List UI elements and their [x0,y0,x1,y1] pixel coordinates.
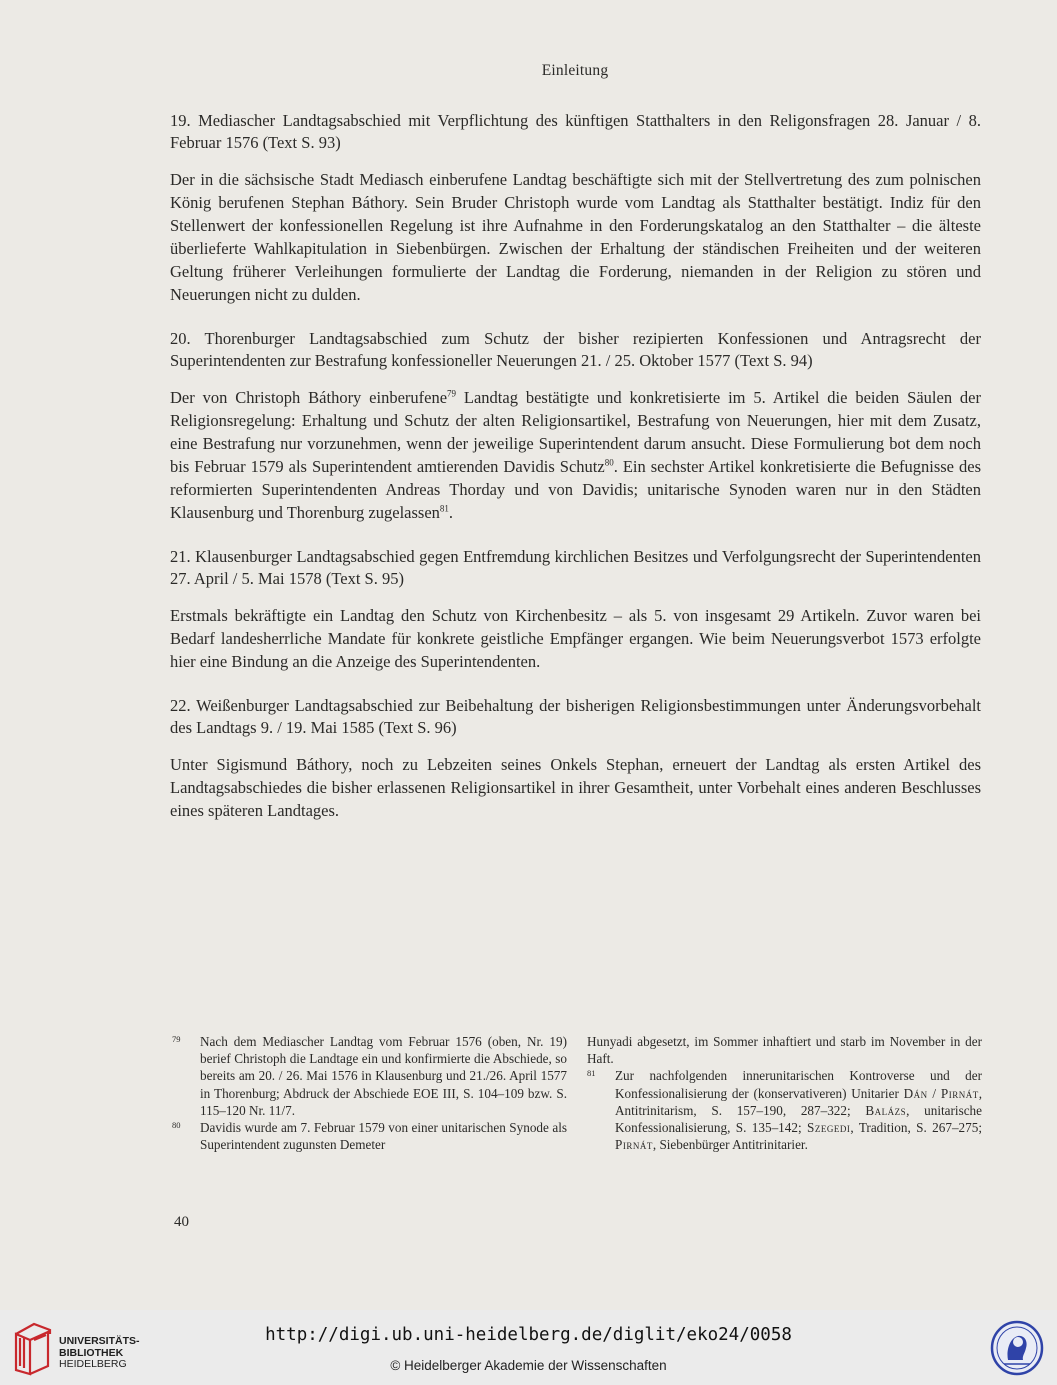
footnote-80-continuation [587,1033,982,1067]
author-name: Pirnát [615,1137,653,1153]
footnote-text-part: , Siebenbürger Antitrinitarier. [652,1137,808,1153]
copyright-notice: © Heidelberger Akademie der Wissenschaften [390,1358,667,1373]
permalink-url[interactable]: http://digi.ub.uni-heidelberg.de/diglit/eko24/0058 [265,1325,792,1345]
section-heading: 22. Weißenburger Landtagsabschied zur Beibehaltung der bisherigen Religionsbestimmungen unter Änderungsvorbehalt des Landtags 9. / 19. Mai 1585 (Text S. 96) [170,696,981,737]
section-paragraph: Unter Sigismund Báthory, noch zu Lebzeiten seines Onkels Stephan, erneuert der Landtag als ersten Artikel des Landtagsabschiedes die bisher erlassenen Religionsartikel in ihrer Gesamtheit, unter Vorbehalt eines anderen Beschlusses eines späteren Landtages. [170,755,981,820]
footnote-81 [587,1067,982,1153]
paragraph-text: Landtag bestätigte und konkretisierte im 5. Artikel die beiden Säulen der Religionsregelung: Erhaltung und Schutz der alten Religionsartikel, Bestrafung von Neuerungen, hier mit dem Zusatz, eine Bestrafung nur vorzunehmen, wenn der jeweilige Superintendent darum ansucht. Diese Formulierung bot dem noch bis Februar 1579 als Superintendent amtierenden Davidis Schutz [170,388,981,476]
footnote-text-part: / [927,1085,941,1101]
author-name: Pirnát [940,1085,979,1101]
section-19 [170,110,981,306]
logo-line: UNIVERSITÄTS- [59,1335,140,1347]
section-21 [170,546,981,673]
footnote-text-part: Zur nachfolgenden innerunitarischen Kontroverse und der Konfessionalisierung der (konservativeren) Unitarier [615,1068,982,1101]
footnote-text-part: , Tradition, S. 267–275; [850,1120,983,1136]
page-number: 40 [174,1214,189,1230]
paragraph-text: Der von Christoph Báthory einberufene [170,388,448,407]
footnote-text: Hunyadi abgesetzt, im Sommer inhaftiert und starb im November in der Haft. [587,1034,982,1067]
section-20 [170,328,981,524]
footnote-text-part: , unitarische Konfessionalisierung, S. 135–142; [615,1102,983,1136]
author-name: Dán [903,1085,928,1101]
section-paragraph: Erstmals bekräftigte ein Landtag den Schutz von Kirchenbesitz – als 5. von insgesamt 29 Artikeln. Zuvor waren bei Bedarf landesherrliche Mandate für konkrete geistliche Empfänger ergangen. Wie beim Neuerungsverbot 1573 erfolgte hier eine Bindung an die Anzeige des Superintendenten. [170,606,981,671]
footnote-number: 81 [587,1068,596,1079]
section-heading: 21. Klausenburger Landtagsabschied gegen Entfremdung kirchlichen Besitzes und Verfolgungsrecht der Superintendenten 27. April / 5. Mai 1578 (Text S. 95) [170,547,981,588]
footnote-number: 79 [172,1034,181,1044]
footnote-column-right [587,1033,982,1153]
footnote-ref-81[interactable]: 81 [439,503,449,514]
author-name: Szegedi [807,1120,851,1136]
footnote-number: 80 [172,1120,181,1131]
footnote-column-left [172,1033,567,1153]
section-heading: 20. Thorenburger Landtagsabschied zum Schutz der bisher rezipierten Konfessionen und Antragsrecht der Superintendenten zur Bestrafung konfessioneller Neuerungen 21. / 25. Oktober 1577 (Text S. 94) [170,329,981,370]
footnote-79 [172,1033,567,1119]
author-name: Balázs [865,1102,907,1118]
paragraph-text: . [448,503,454,522]
footnotes [172,1033,982,1153]
section-paragraph: Der in die sächsische Stadt Mediasch einberufene Landtag beschäftigte sich mit der Stellvertretung des zum polnischen König berufenen Stephan Báthory. Sein Bruder Christoph wurde vom Landtag als Statthalter bestätigt. Indiz für den Stellenwert der konfessionellen Regelung ist ihre Aufnahme in den Forderungskatalog an den Statthalter – die älteste überlieferte Wahlkapitulation in Siebenbürgen. Zwischen der Erhaltung der ständischen Freiheiten und der weiteren Geltung früherer Verleihungen formulierte der Landtag die Forderung, niemanden in der Religion zu stören und Neuerungen nicht zu dulden. [170,170,981,304]
section-22 [170,695,981,822]
running-head: Einleitung [541,62,609,79]
footnote-text-part: , Antitrinitarism, S. 157–190, 287–322; [615,1085,982,1118]
footnote-text: Davidis wurde am 7. Februar 1579 von einer unitarischen Synode als Superintendent zugunsten Demeter [200,1120,567,1153]
footnote-80 [172,1119,567,1153]
university-seal-icon[interactable] [990,1320,1044,1376]
footnote-text [615,1067,982,1153]
footnote-ref-80[interactable]: 80 [604,457,614,468]
logo-line: HEIDELBERG [59,1358,127,1370]
section-heading: 19. Mediascher Landtagsabschied mit Verpflichtung des künftigen Statthalters in den Religonsfragen 28. Januar / 8. Februar 1576 (Text S. 93) [170,111,981,152]
footnote-ref-79[interactable]: 79 [447,388,457,399]
footnote-text: Nach dem Mediascher Landtag vom Februar 1576 (oben, Nr. 19) berief Christoph die Landtage ein und konfirmierte die Abschiede, so bereits am 20. / 26. Mai 1576 in Klausenburg und 21./26. April 1577 in Thorenburg; Abdruck der Abschiede EOE III, S. 104–109 bzw. S. 115–120 Nr. 11/7. [200,1034,567,1118]
viewer-footer [0,1310,1057,1385]
main-text [170,110,981,844]
logo-line: BIBLIOTHEK [59,1346,124,1359]
paragraph-text: . Ein sechster Artikel konkretisierte die Befugnisse des reformierten Superintendenten Andreas Thorday und von Davidis; unitarische Synoden waren nur in den Städten Klausenburg und Thorenburg zugelassen [170,457,981,522]
section-paragraph [170,386,981,524]
